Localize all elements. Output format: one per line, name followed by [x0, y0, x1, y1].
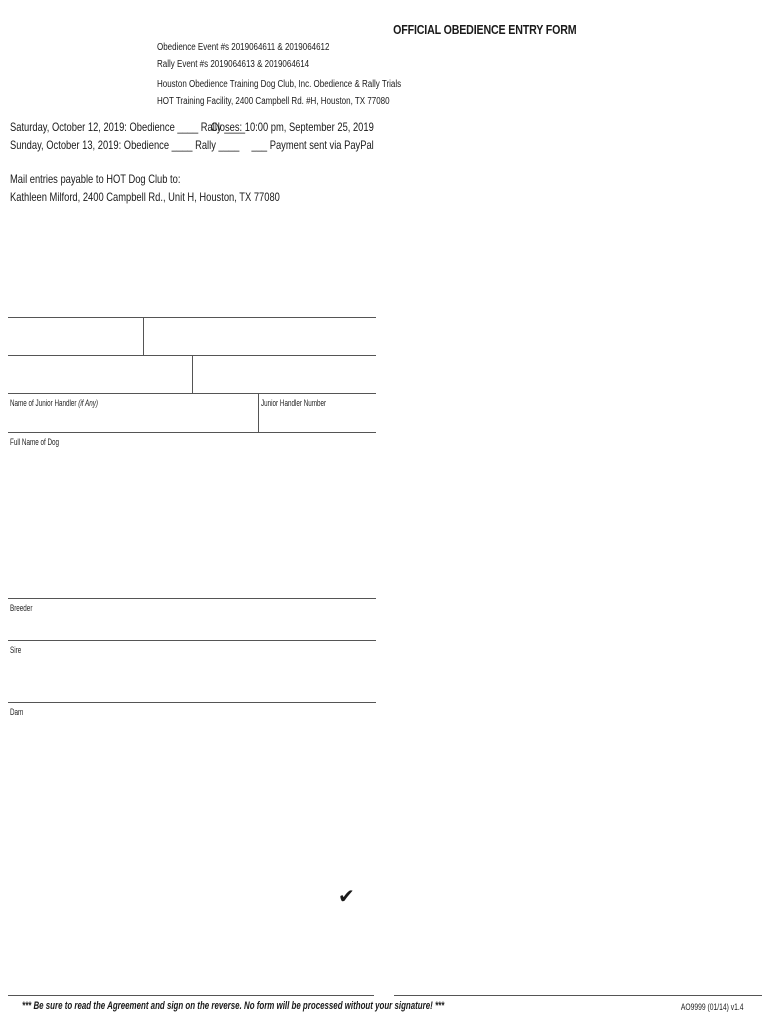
- breeder-label: Breeder: [10, 603, 33, 613]
- full-name-of-dog-label: Full Name of Dog: [10, 437, 60, 447]
- rally-event-numbers: Rally Event #s 2019064613 & 2019064614: [157, 59, 310, 70]
- facility-address: HOT Training Facility, 2400 Campbell Rd. #H, Houston, TX 77080: [157, 96, 390, 107]
- form-title: OFFICIAL OBEDIENCE ENTRY FORM: [393, 22, 577, 37]
- closing-date: Closes: 10:00 pm, September 25, 2019: [211, 120, 374, 134]
- club-name: Houston Obedience Training Dog Club, Inc. Obedience & Rally Trials: [157, 79, 402, 90]
- saturday-line: Saturday, October 12, 2019: Obedience ____ Rally ____: [10, 120, 246, 134]
- form-line-1: [8, 317, 376, 318]
- dam-label: Dam: [10, 707, 24, 717]
- form-line-5: [8, 598, 376, 599]
- sire-label: Sire: [10, 645, 22, 655]
- form-version: AO9999 (01/14) v1.4: [681, 1002, 744, 1012]
- signature-line-left: [8, 995, 374, 996]
- form-line-4: [8, 432, 376, 433]
- form-line-3: [8, 393, 376, 394]
- check-mark-icon: ✔: [338, 884, 355, 908]
- junior-handler-number-label: Junior Handler Number: [261, 398, 327, 408]
- form-line-7: [8, 702, 376, 703]
- mail-instructions: Mail entries payable to HOT Dog Club to:: [10, 172, 181, 186]
- paypal-payment: ___ Payment sent via PayPal: [251, 138, 374, 152]
- form-divider-3: [258, 393, 259, 432]
- mail-address: Kathleen Milford, 2400 Campbell Rd., Unit H, Houston, TX 77080: [10, 190, 280, 204]
- sunday-line: Sunday, October 13, 2019: Obedience ____ Rally ____: [10, 138, 240, 152]
- signature-notice: *** Be sure to read the Agreement and sign on the reverse. No form will be processed without your signature! ***: [22, 1000, 445, 1012]
- obedience-event-numbers: Obedience Event #s 2019064611 & 2019064612: [157, 42, 330, 53]
- form-divider-2: [192, 355, 193, 393]
- form-line-6: [8, 640, 376, 641]
- junior-handler-name-label: Name of Junior Handler (if Any): [10, 398, 99, 408]
- signature-line-right: [394, 995, 762, 996]
- form-divider-1: [143, 317, 144, 355]
